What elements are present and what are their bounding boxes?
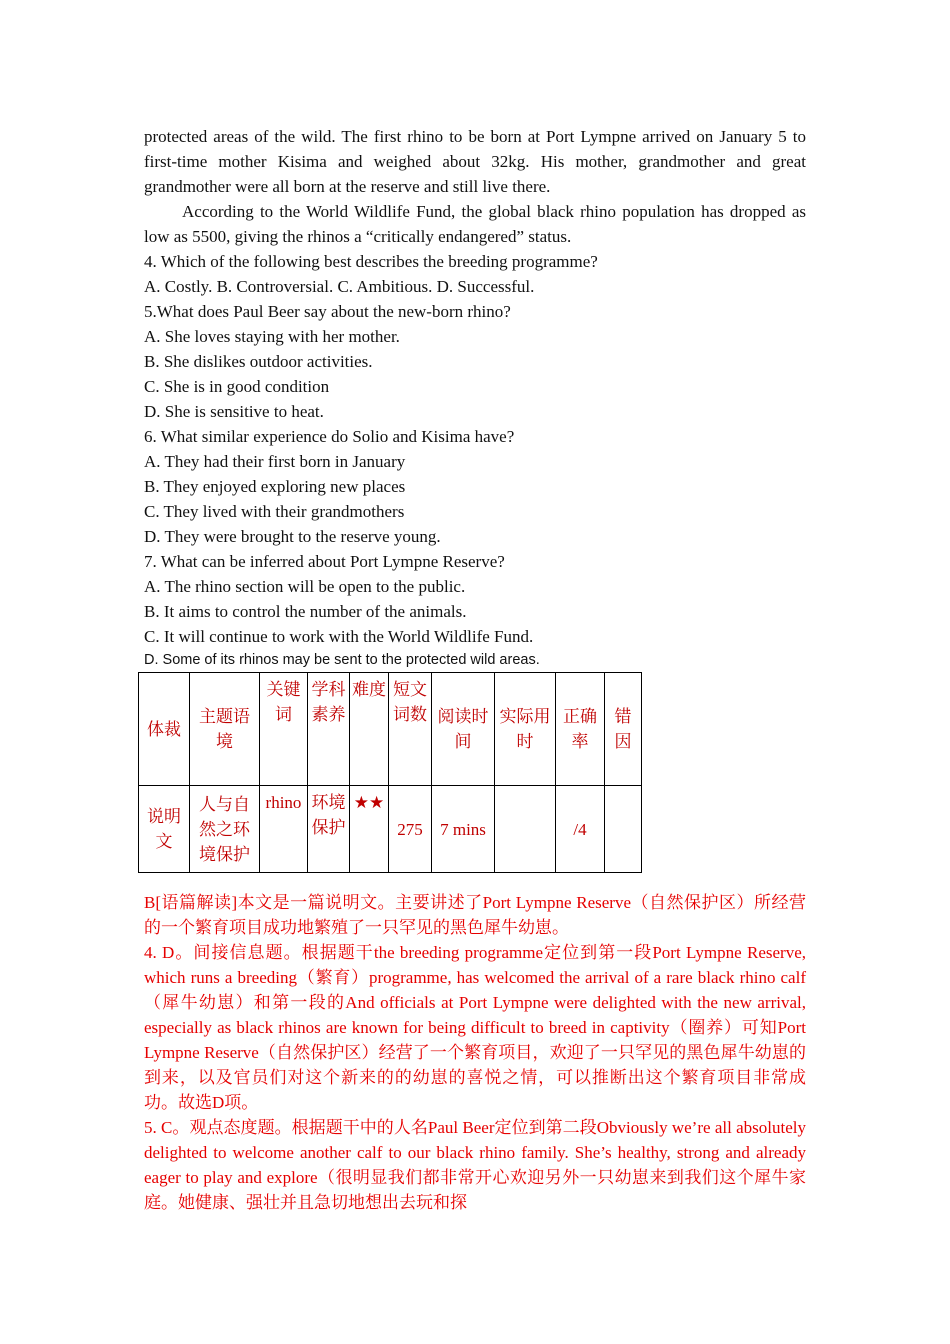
- passage-paragraph-1: protected areas of the wild. The first rhino to be born at Port Lympne arrived on January 5 to first-time mother Kisima and weighed about 32kg. His mother, grandmother and great grandmother were all born at the reserve and still live there.: [144, 127, 806, 196]
- table-data-row: [139, 786, 642, 873]
- table-cell: 说明文: [139, 786, 190, 873]
- table-cell: 275: [389, 786, 432, 873]
- question-option: A. The rhino section will be open to the public.: [144, 577, 466, 596]
- passage-paragraph-2: According to the World Wildlife Fund, the global black rhino population has dropped as low as 5500, giving the rhinos a “critically endangered” status.: [144, 202, 806, 246]
- table-header-cell: 短文词数: [389, 673, 432, 786]
- passage-and-questions: [144, 124, 806, 671]
- answer-analysis: [144, 890, 806, 1215]
- table-cell: 环境保护: [308, 786, 350, 873]
- question-stem: 6. What similar experience do Solio and Kisima have?: [144, 427, 515, 446]
- table-cell: 7 mins: [432, 786, 495, 873]
- question-option: C. It will continue to work with the World Wildlife Fund.: [144, 627, 534, 646]
- table-header-row: [139, 673, 642, 786]
- question-option: D. They were brought to the reserve young.: [144, 527, 441, 546]
- question-option: D. She is sensitive to heat.: [144, 402, 324, 421]
- table-header-cell: 学科素养: [308, 673, 350, 786]
- table-cell: /4: [556, 786, 605, 873]
- question-option: C. They lived with their grandmothers: [144, 502, 405, 521]
- analysis-question-4: 4. D。间接信息题。根据题干the breeding programme定位到第一段Port Lympne Reserve, which runs a breeding（繁育）programme, has welcomed the arrival of a rare black rhino calf（犀牛幼崽）和第一段的And officials at Port Lympne were delighted with the new arrival, especially as black rhinos are known for being difficult to breed in captivity（圈养）可知Port Lympne Reserve（自然保护区）经营了一个繁育项目，欢迎了一只罕见的黑色犀牛幼崽的到来，以及官员们对这个新来的的幼崽的喜悦之情，可以推断出这个繁育项目非常成功。故选D项。: [144, 943, 806, 1112]
- analysis-question-5: 5. C。观点态度题。根据题干中的人名Paul Beer定位到第二段Obviously we’re all absolutely delighted to welcome another calf to our black rhino family. She’s healthy, strong and already eager to play and explore（很明显我们都非常开心欢迎另外一只幼崽来到我们这个犀牛家庭。她健康、强壮并且急切地想出去玩和探: [144, 1118, 806, 1212]
- table-cell: [605, 786, 642, 873]
- table-cell: [495, 786, 556, 873]
- question-option: B. It aims to control the number of the animals.: [144, 602, 467, 621]
- question-option: D. Some of its rhinos may be sent to the protected wild areas.: [144, 652, 540, 668]
- question-stem: 5.What does Paul Beer say about the new-born rhino?: [144, 302, 511, 321]
- question-stem: 7. What can be inferred about Port Lympne Reserve?: [144, 552, 505, 571]
- table-header-cell: 实际用时: [495, 673, 556, 786]
- question-option: B. She dislikes outdoor activities.: [144, 352, 373, 371]
- table-header-cell: 错因: [605, 673, 642, 786]
- question-option: B. They enjoyed exploring new places: [144, 477, 406, 496]
- table-header-cell: 难度: [350, 673, 389, 786]
- question-option: A. She loves staying with her mother.: [144, 327, 400, 346]
- question-option: A. They had their first born in January: [144, 452, 406, 471]
- question-option: A. Costly. B. Controversial. C. Ambitious. D. Successful.: [144, 277, 535, 296]
- passage-info-table: [138, 672, 642, 873]
- table-cell: 人与自然之环境保护: [190, 786, 260, 873]
- table-header-cell: 正确率: [556, 673, 605, 786]
- table-cell: ★★: [350, 786, 389, 873]
- table-header-cell: 主题语境: [190, 673, 260, 786]
- table-header-cell: 关键词: [260, 673, 308, 786]
- table-header-cell: 体裁: [139, 673, 190, 786]
- question-option: C. She is in good condition: [144, 377, 330, 396]
- table-header-cell: 阅读时间: [432, 673, 495, 786]
- table-cell: rhino: [260, 786, 308, 873]
- analysis-summary: B[语篇解读]本文是一篇说明文。主要讲述了Port Lympne Reserve（自然保护区）所经营的一个繁育项目成功地繁殖了一只罕见的黑色犀牛幼崽。: [144, 893, 806, 937]
- question-stem: 4. Which of the following best describes the breeding programme?: [144, 252, 598, 271]
